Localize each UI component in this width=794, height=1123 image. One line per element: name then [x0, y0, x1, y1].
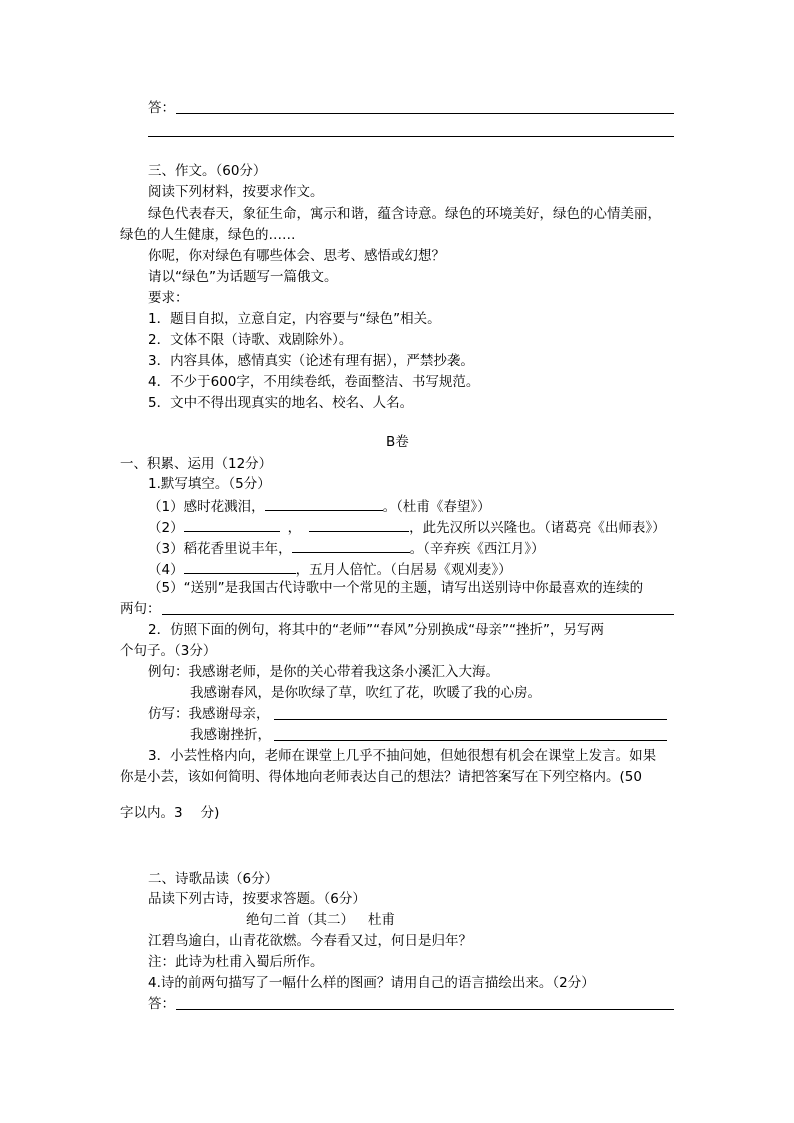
requirement-item: 5．文中不得出现真实的地名、校名、人名。 — [148, 395, 414, 411]
q1-item-3 — [148, 538, 545, 558]
poetry-heading: 二、诗歌品读（6分） — [148, 871, 279, 887]
q4-answer-line[interactable] — [176, 1009, 674, 1010]
q1-item-2-suffix: ，此先汉所以兴隆也。（诸葛亮《出师表》） — [409, 520, 666, 536]
requirement-item: 4．不少于600字，不用续卷纸，卷面整洁、书写规范。 — [148, 374, 480, 390]
composition-instruction: 阅读下列材料，按要求作文。 — [148, 184, 324, 200]
section-b-title: B卷 — [386, 434, 409, 450]
q4-question: 4.诗的前两句描写了一幅什么样的图画？请用自己的语言描绘出来。（2分） — [148, 975, 595, 991]
q2-example-text-1: 我感谢老师，是你的关心带着我这条小溪汇入大海。 — [188, 664, 499, 680]
q1-item-1-blank[interactable] — [265, 496, 383, 511]
composition-heading: 三、作文。（60分） — [148, 163, 267, 179]
q1-item-4-prefix: （4） — [148, 562, 184, 578]
q3-line-1: 3．小芸性格内向，老师在课堂上几乎不抽问她，但她很想有机会在课堂上发言。如果 — [148, 748, 657, 764]
q2-imitation-1 — [148, 705, 270, 723]
requirement-item: 2．文体不限（诗歌、戏剧除外）。 — [148, 332, 353, 348]
q2-example-label: 例句： — [148, 664, 189, 680]
q1-item-4-blank[interactable] — [184, 559, 296, 574]
q1-item-2-prefix: （2） — [148, 520, 184, 536]
q2-imitation-label: 仿写： — [148, 706, 189, 722]
q2-imitation-1-answer-line[interactable] — [274, 719, 667, 720]
q2-line-1: 2．仿照下面的例句，将其中的“老师”“春风”分别换成“母亲”“挫折”，另写两 — [148, 622, 605, 638]
requirement-item: 3．内容具体，感情真实（论述有理有据），严禁抄袭。 — [148, 353, 474, 369]
q3-line-3 — [120, 804, 219, 822]
poetry-instruction: 品读下列古诗，按要求答题。（6分） — [148, 891, 366, 907]
poem-title: 绝句二首（其二） — [246, 912, 354, 928]
q1-item-2-blank-b[interactable] — [309, 517, 409, 532]
q2-example-text-2: 我感谢春风，是你吹绿了草，吹红了花，吹暖了我的心房。 — [190, 685, 541, 701]
q1-item-4-suffix: ，五月人倍忙。（白居易《观刈麦》） — [295, 562, 512, 578]
top-answer-line-1[interactable] — [176, 113, 674, 114]
q1-item-5-answer-line[interactable] — [162, 614, 674, 615]
q1-item-3-blank[interactable] — [292, 538, 410, 553]
q1-item-1-prefix: （1）感时花溅泪， — [148, 499, 265, 515]
q2-example-1 — [148, 663, 499, 681]
poem-text: 江碧鸟逾白，山青花欲燃。今春看又过，何日是归年？ — [148, 933, 472, 949]
top-answer-line-2[interactable] — [148, 136, 674, 137]
q2-imitation-text-2: 我感谢挫折， — [190, 727, 271, 743]
q1-item-1 — [148, 496, 491, 516]
part1-heading: 一、积累、运用（12分） — [120, 456, 273, 472]
q1-item-3-prefix: （3）稻花香里说丰年， — [148, 541, 292, 557]
q1-item-4 — [148, 559, 512, 579]
q1-item-2-blank-a[interactable] — [184, 517, 280, 532]
q1-title: 1.默写填空。（5分） — [148, 476, 271, 492]
composition-material-line-1: 绿色代表春天，象征生命，寓示和谐，蕴含诗意。绿色的环境美好，绿色的心情美丽， — [148, 206, 661, 222]
top-answer-label: 答： — [148, 100, 175, 116]
q2-imitation-text-1: 我感谢母亲， — [188, 706, 270, 722]
composition-task: 请以“绿色”为话题写一篇俄文。 — [148, 269, 338, 285]
q1-item-1-suffix: 。（杜甫《春望》） — [382, 499, 491, 515]
q3-line-3-a: 字以内。3 — [120, 805, 183, 821]
poem-title-line — [246, 911, 395, 929]
poem-author: 杜甫 — [368, 912, 395, 928]
q2-imitation-2-answer-line[interactable] — [274, 740, 667, 741]
requirements-title: 要求： — [148, 290, 189, 306]
composition-material-line-2: 绿色的人生健康，绿色的…… — [120, 227, 296, 243]
q1-item-2-comma: ， — [287, 520, 302, 536]
q2-line-2: 个句子。（3分） — [120, 643, 217, 659]
poem-note: 注：此诗为杜甫入蜀后所作。 — [148, 954, 324, 970]
requirement-item: 1．题目自拟，立意自定，内容要与“绿色”相关。 — [148, 311, 441, 327]
q1-item-3-suffix: 。（辛弃疾《西江月》） — [409, 541, 545, 557]
composition-question: 你呢，你对绿色有哪些体会、思考、感悟或幻想？ — [148, 248, 445, 264]
q3-line-2: 你是小芸，该如何简明、得体地向老师表达自己的想法？请把答案写在下列空格内。(50 — [120, 769, 642, 785]
q1-item-2 — [148, 517, 666, 537]
q4-answer-label: 答： — [148, 996, 175, 1012]
q1-item-5-line-1: （5）“送别”是我国古代诗歌中一个常见的主题，请写出送别诗中你最喜欢的连续的 — [148, 580, 644, 596]
q1-item-5-label: 两句： — [120, 601, 161, 617]
q3-line-3-b: 分) — [200, 805, 220, 821]
